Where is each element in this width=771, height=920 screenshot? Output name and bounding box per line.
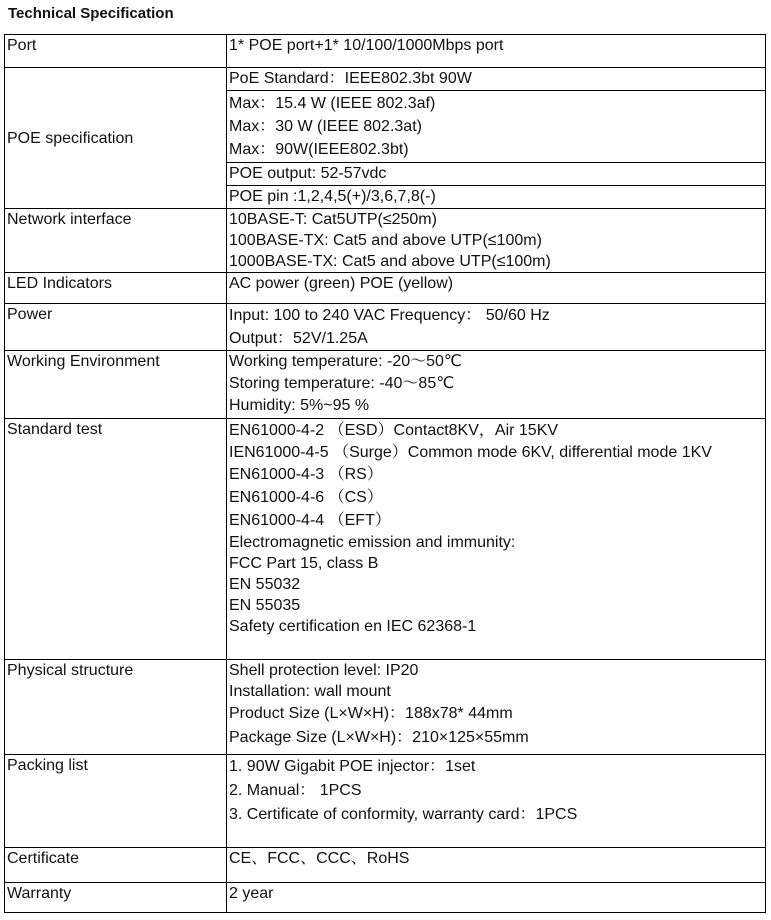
power-line: Output：52V/1.25A (229, 330, 368, 347)
table-row (5, 209, 766, 273)
table-row (5, 660, 766, 755)
poe-pin: POE pin :1,2,4,5(+)/3,6,7,8(-) (229, 188, 436, 205)
packing-line: 2. Manual： 1PCS (229, 782, 362, 799)
table-row (5, 848, 766, 883)
table-row (5, 35, 766, 68)
network-line: 100BASE-TX: Cat5 and above UTP(≤100m) (229, 232, 542, 249)
poe-standard: PoE Standard：IEEE802.3bt 90W (227, 68, 765, 91)
row-value-led: AC power (green) POE (yellow) (227, 273, 766, 304)
standard-line: FCC Part 15, class B (229, 555, 379, 572)
physical-line: Installation: wall mount (229, 683, 391, 700)
poe-max-group (227, 91, 765, 163)
row-value-power (227, 304, 766, 351)
environment-line: Working temperature: -20～50℃ (229, 353, 462, 370)
row-label-physical: Physical structure (5, 660, 227, 755)
row-value-environment (227, 351, 766, 419)
poe-output: POE output: 52-57vdc (227, 163, 765, 186)
row-value-packing (227, 755, 766, 848)
poe-max-line: Max：90W(IEEE802.3bt) (229, 141, 409, 158)
network-line: 10BASE-T: Cat5UTP(≤250m) (229, 211, 437, 228)
packing-line: 3. Certificate of conformity, warranty card：1PCS (229, 806, 578, 823)
row-label-network: Network interface (5, 209, 227, 273)
table-row (5, 351, 766, 419)
table-row (5, 68, 766, 209)
row-label-port: Port (5, 35, 227, 68)
poe-label-text: POE specification (7, 129, 134, 147)
row-value-warranty: 2 year (227, 883, 766, 913)
row-label-led: LED Indicators (5, 273, 227, 304)
row-label-standard: Standard test (5, 419, 227, 660)
row-value-poe (227, 68, 766, 209)
row-label-certificate: Certificate (5, 848, 227, 883)
row-label-power: Power (5, 304, 227, 351)
network-line: 1000BASE-TX: Cat5 and above UTP(≤100m) (229, 253, 551, 270)
page-title: Technical Specification (8, 5, 174, 22)
table-row (5, 755, 766, 848)
standard-line: EN61000-4-4 （EFT） (229, 512, 391, 529)
table-row (5, 883, 766, 913)
row-value-port: 1* POE port+1* 10/100/1000Mbps port (227, 35, 766, 68)
row-label-poe (5, 68, 227, 209)
standard-line: EN61000-4-2 （ESD）Contact8KV，Air 15KV (229, 422, 559, 439)
table-row (5, 304, 766, 351)
standard-line: Safety certification en IEC 62368-1 (229, 618, 477, 635)
table-row (5, 273, 766, 304)
standard-line: EN 55032 (229, 576, 301, 593)
standard-line: EN61000-4-3 （RS） (229, 466, 383, 483)
row-label-environment: Working Environment (5, 351, 227, 419)
row-value-network (227, 209, 766, 273)
row-value-certificate: CE、FCC、CCC、RoHS (227, 848, 766, 883)
row-value-physical (227, 660, 766, 755)
environment-line: Storing temperature: -40～85℃ (229, 375, 455, 392)
physical-line: Package Size (L×W×H)：210×125×55mm (229, 729, 529, 746)
standard-line: EN 55035 (229, 597, 301, 614)
packing-line: 1. 90W Gigabit POE injector：1set (229, 758, 476, 775)
row-label-warranty: Warranty (5, 883, 227, 913)
spec-table (4, 34, 766, 913)
poe-max-line: Max：15.4 W (IEEE 802.3af) (229, 95, 436, 112)
table-row (5, 419, 766, 660)
row-value-standard (227, 419, 766, 660)
row-label-packing: Packing list (5, 755, 227, 848)
power-line: Input: 100 to 240 VAC Frequency： 50/60 Hz (229, 307, 550, 324)
standard-line: Electromagnetic emission and immunity: (229, 534, 516, 551)
physical-line: Shell protection level: IP20 (229, 662, 419, 679)
poe-max-line: Max：30 W (IEEE 802.3at) (229, 118, 422, 135)
physical-line: Product Size (L×W×H)：188x78* 44mm (229, 705, 513, 722)
standard-line: EN61000-4-6 （CS） (229, 489, 383, 506)
environment-line: Humidity: 5%~95 % (229, 397, 370, 414)
standard-line: IEN61000-4-5 （Surge）Common mode 6KV, differential mode 1KV (229, 444, 712, 461)
